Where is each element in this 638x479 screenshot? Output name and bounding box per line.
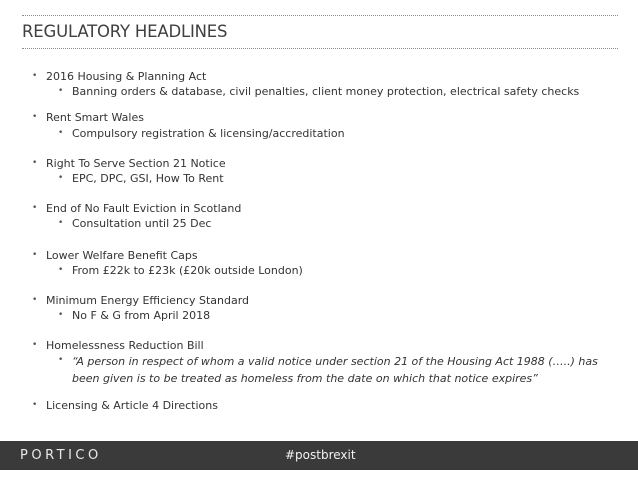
bullet-icon: • [58,355,64,365]
sub-bullet-text: Compulsory registration & licensing/accreditation [72,127,345,140]
bullet-icon: • [32,250,38,260]
bullet-icon: • [58,128,64,138]
sub-bullet-text: No F & G from April 2018 [72,309,211,322]
bullet-icon: • [32,203,38,213]
bullet-icon: • [32,295,38,305]
top-divider [22,15,618,16]
footer-bar [0,441,638,470]
quote-text: “A person in respect of whom a valid notice under section 21 of the Housing Act 1988 (…..) has been given is to be treated as homeless from the date on which that notice expires” [72,355,598,385]
title-divider [22,48,618,49]
bullet-text: End of No Fault Eviction in Scotland [46,202,242,215]
bullet-icon: • [58,218,64,228]
sub-bullet-text: From £22k to £23k (£20k outside London) [72,264,303,277]
bullet-icon: • [32,340,38,350]
bullet-icon: • [58,86,64,96]
bullet-text: Rent Smart Wales [46,111,144,124]
bullet-text: 2016 Housing & Planning Act [46,70,207,83]
bullet-text: Minimum Energy Efficiency Standard [46,294,250,307]
bullet-icon: • [58,310,64,320]
bullet-text: Homelessness Reduction Bill [46,339,204,352]
slide-title: REGULATORY HEADLINES [22,22,228,41]
bullet-icon: • [58,173,64,183]
portico-logo: PORTICO [20,448,102,463]
bullet-icon: • [32,112,38,122]
bullet-text: Licensing & Article 4 Directions [46,399,218,412]
hashtag-text: #postbrexit [285,448,356,462]
bullet-text: Right To Serve Section 21 Notice [46,157,226,170]
sub-bullet-text: Consultation until 25 Dec [72,217,212,230]
sub-bullet-text: EPC, DPC, GSI, How To Rent [72,172,224,185]
bullet-icon: • [32,400,38,410]
bullet-text: Lower Welfare Benefit Caps [46,249,198,262]
sub-bullet-text: Banning orders & database, civil penalties, client money protection, electrical safety checks [72,85,580,98]
bullet-icon: • [32,71,38,81]
bullet-icon: • [32,158,38,168]
bullet-icon: • [58,265,64,275]
